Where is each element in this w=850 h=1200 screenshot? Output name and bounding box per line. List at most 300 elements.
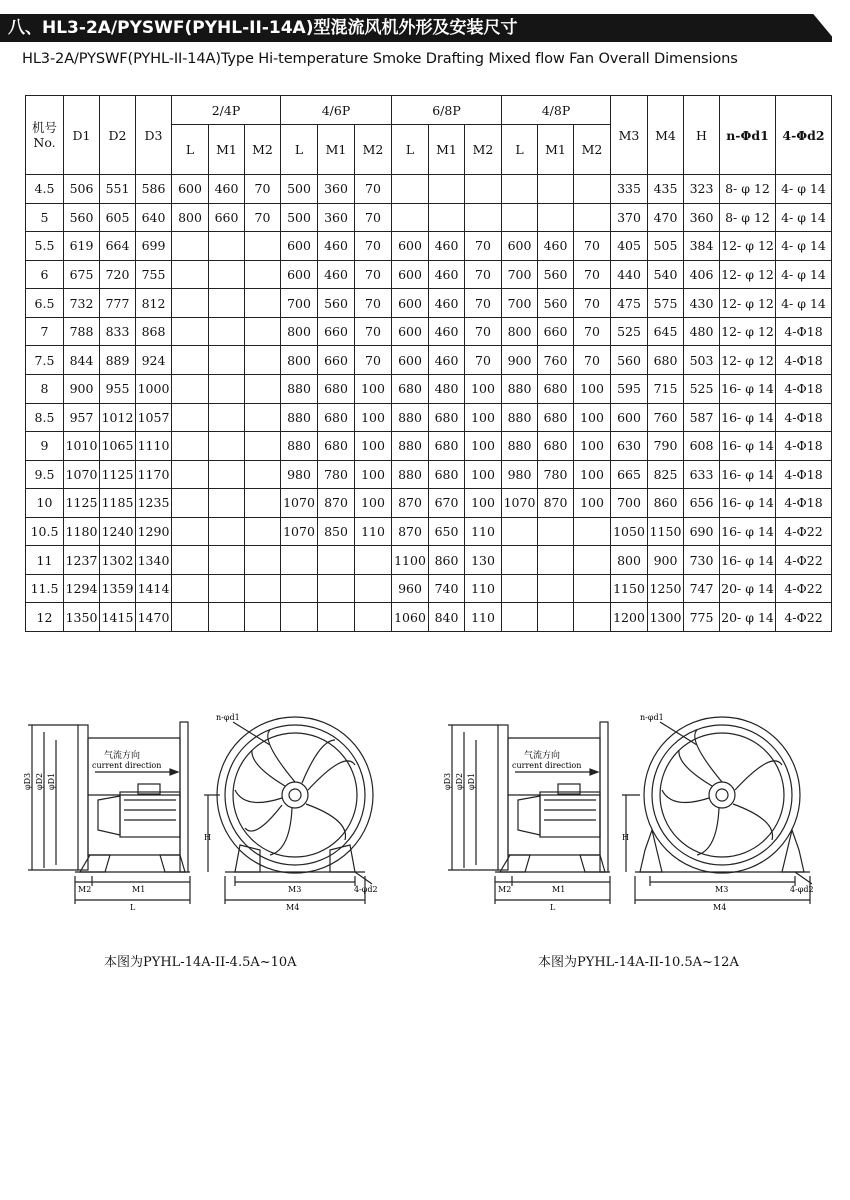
table-cell: 600 [392,260,429,289]
label-l: L [550,903,556,912]
table-cell [574,603,611,632]
table-cell: 360 [318,203,355,232]
table-cell [574,203,611,232]
table-cell: 587 [684,403,720,432]
table-cell: 680 [318,403,355,432]
label-d1: φD1 [467,772,476,790]
table-cell: 460 [429,260,465,289]
table-cell: 825 [648,460,684,489]
table-cell: 660 [209,203,245,232]
table-cell [538,546,574,575]
table-cell: 1170 [136,460,172,489]
table-cell: 840 [429,603,465,632]
table-cell: 900 [64,374,100,403]
table-cell: 900 [502,346,538,375]
airflow-label-en: current direction [512,761,582,770]
front-flange-outer [217,717,373,873]
table-cell [209,546,245,575]
table-cell: 70 [355,232,392,261]
label-h: H [204,833,211,842]
table-cell: 1302 [100,546,136,575]
machine-no-cell: 9 [26,432,64,461]
machine-no-cell: 6.5 [26,289,64,318]
header-l: L [281,125,318,175]
table-cell: 860 [429,546,465,575]
table-cell: 525 [611,317,648,346]
table-row [26,203,832,232]
motor [540,792,600,837]
table-cell: 1470 [136,603,172,632]
table-cell: 4-Φ18 [776,346,832,375]
machine-no-cell: 11.5 [26,574,64,603]
table-cell: 755 [136,260,172,289]
table-cell [538,175,574,204]
table-cell [245,432,281,461]
table-cell [245,260,281,289]
table-cell: 70 [355,203,392,232]
label-m4: M4 [713,903,727,912]
table-cell: 850 [318,517,355,546]
table-cell: 4- φ 14 [776,289,832,318]
table-cell: 600 [172,175,209,204]
table-cell [502,546,538,575]
table-cell: 110 [465,517,502,546]
table-cell: 868 [136,317,172,346]
table-cell: 600 [281,232,318,261]
table-cell [172,489,209,518]
table-cell [209,603,245,632]
table-cell: 656 [684,489,720,518]
table-cell: 680 [538,374,574,403]
table-cell [209,403,245,432]
label-d2: φD2 [455,772,464,790]
table-cell: 4-Φ22 [776,517,832,546]
table-cell: 700 [502,289,538,318]
table-cell: 470 [648,203,684,232]
machine-no-cell: 7.5 [26,346,64,375]
table-cell: 323 [684,175,720,204]
table-cell: 608 [684,432,720,461]
dimensions-table [25,95,832,632]
table-cell [574,517,611,546]
table-cell [429,203,465,232]
table-cell: 800 [281,317,318,346]
table-cell: 16- φ 14 [720,432,776,461]
table-cell: 680 [538,432,574,461]
table-cell: 100 [465,460,502,489]
table-cell: 4- φ 14 [776,203,832,232]
table-cell: 605 [100,203,136,232]
table-cell [392,175,429,204]
table-row [26,517,832,546]
table-cell: 730 [684,546,720,575]
table-cell: 100 [355,460,392,489]
label-m1: M1 [552,885,566,894]
table-cell [318,546,355,575]
table-cell: 1110 [136,432,172,461]
machine-no-cell: 10.5 [26,517,64,546]
table-cell: 16- φ 14 [720,374,776,403]
table-cell: 1200 [611,603,648,632]
table-cell [465,175,502,204]
table-cell: 460 [538,232,574,261]
table-cell: 680 [318,374,355,403]
table-cell: 335 [611,175,648,204]
table-cell: 1340 [136,546,172,575]
table-cell: 586 [136,175,172,204]
table-cell: 924 [136,346,172,375]
table-cell: 860 [648,489,684,518]
table-cell [209,432,245,461]
table-cell: 600 [392,317,429,346]
fan-diagram-right [440,700,840,915]
table-cell: 1010 [64,432,100,461]
table-cell: 788 [64,317,100,346]
table-cell: 699 [136,232,172,261]
table-cell: 575 [648,289,684,318]
table-cell [538,517,574,546]
table-cell [502,574,538,603]
table-cell: 980 [281,460,318,489]
airflow-label-cn: 气流方向 [524,751,561,761]
table-cell [172,546,209,575]
table-cell [281,546,318,575]
table-cell: 4-Φ18 [776,374,832,403]
table-row [26,574,832,603]
inlet-flange [78,725,88,870]
table-cell: 1060 [392,603,429,632]
motor-cover [98,796,120,835]
table-cell: 551 [100,175,136,204]
table-cell: 600 [281,260,318,289]
table-cell: 833 [100,317,136,346]
header-m2: M2 [355,125,392,175]
table-cell: 1180 [64,517,100,546]
label-m3: M3 [715,885,729,894]
stand-right [160,855,185,872]
table-cell: 4-Φ22 [776,574,832,603]
label-m2: M2 [78,885,92,894]
table-cell: 800 [281,346,318,375]
page-subtitle: HL3-2A/PYSWF(PYHL-II-14A)Type Hi-temperature Smoke Drafting Mixed flow Fan Overall Dimensions [22,50,738,67]
table-cell: 70 [574,232,611,261]
table-cell: 130 [465,546,502,575]
table-cell: 700 [502,260,538,289]
label-n-d1: n-φd1 [216,713,240,722]
airflow-label-en: current direction [92,761,162,770]
table-cell: 790 [648,432,684,461]
table-cell [318,574,355,603]
table-cell: 460 [209,175,245,204]
table-cell [172,317,209,346]
fan-diagram-left [20,700,410,915]
header-d1: D1 [64,96,100,175]
table-cell: 100 [574,403,611,432]
table-cell: 500 [281,203,318,232]
table-cell: 540 [648,260,684,289]
table-cell: 506 [64,175,100,204]
table-cell [209,232,245,261]
label-d3: φD3 [23,772,32,790]
table-cell: 1125 [100,460,136,489]
caption-left: 本图为PYHL-14A-II-4.5A~10A [104,955,297,970]
table-cell: 4- φ 14 [776,260,832,289]
table-cell [172,403,209,432]
table-cell: 660 [538,317,574,346]
table-row [26,232,832,261]
table-cell: 1065 [100,432,136,461]
table-cell: 700 [611,489,648,518]
header-d3: D3 [136,96,172,175]
table-cell: 664 [100,232,136,261]
title-bar [0,14,832,42]
table-cell: 100 [355,432,392,461]
table-cell [245,574,281,603]
header-m1: M1 [318,125,355,175]
table-row [26,546,832,575]
table-cell [245,546,281,575]
header-m1: M1 [209,125,245,175]
table-cell: 1350 [64,603,100,632]
header-m1: M1 [429,125,465,175]
motor [120,792,180,837]
table-cell [172,517,209,546]
table-cell: 360 [684,203,720,232]
label-l: L [130,903,136,912]
table-cell [209,317,245,346]
label-m1: M1 [132,885,146,894]
table-cell: 12- φ 12 [720,232,776,261]
table-cell: 360 [318,175,355,204]
table-cell: 70 [245,203,281,232]
machine-no-cell: 10 [26,489,64,518]
table-cell: 406 [684,260,720,289]
table-cell: 880 [281,374,318,403]
table-cell: 1100 [392,546,429,575]
table-cell [245,517,281,546]
header-m4: M4 [648,96,684,175]
header-4-d2: 4-Φd2 [776,96,832,175]
table-cell: 1125 [64,489,100,518]
table-row [26,289,832,318]
table-cell: 1070 [281,517,318,546]
header-m2: M2 [245,125,281,175]
table-cell: 70 [245,175,281,204]
front-stand-left [235,845,260,872]
table-row [26,346,832,375]
table-cell: 1050 [611,517,648,546]
table-cell: 880 [281,403,318,432]
label-m3: M3 [288,885,302,894]
table-cell [355,546,392,575]
table-cell [172,603,209,632]
header-h: H [684,96,720,175]
table-cell: 110 [465,574,502,603]
table-row [26,260,832,289]
table-cell [209,260,245,289]
table-cell: 889 [100,346,136,375]
table-cell: 675 [64,260,100,289]
table-cell [502,175,538,204]
airflow-label-cn: 气流方向 [104,751,141,761]
header-m3: M3 [611,96,648,175]
table-cell: 435 [648,175,684,204]
inlet-flange [498,725,508,870]
table-cell: 619 [64,232,100,261]
table-cell: 70 [574,346,611,375]
table-cell: 680 [392,374,429,403]
table-cell: 633 [684,460,720,489]
label-h: H [622,833,629,842]
header-group-6-8p: 6/8P [392,96,502,125]
table-cell: 100 [355,403,392,432]
table-cell: 880 [502,432,538,461]
machine-no-cell: 5 [26,203,64,232]
table-cell: 1294 [64,574,100,603]
machine-no-cell: 11 [26,546,64,575]
table-cell: 100 [465,489,502,518]
label-n-d1: n-φd1 [640,713,664,722]
table-cell [538,574,574,603]
table-cell [392,203,429,232]
table-row [26,317,832,346]
table-cell: 20- φ 14 [720,603,776,632]
table-cell: 1237 [64,546,100,575]
table-cell [538,203,574,232]
table-row [26,460,832,489]
label-bolt: 4-φd2 [354,885,378,894]
table-cell: 12- φ 12 [720,289,776,318]
table-cell: 430 [684,289,720,318]
table-cell: 110 [355,517,392,546]
table-cell: 955 [100,374,136,403]
table-cell: 70 [465,289,502,318]
front-flange-outer [644,717,800,873]
table-cell: 460 [429,232,465,261]
table-cell [355,574,392,603]
table-cell: 16- φ 14 [720,517,776,546]
table-cell: 800 [502,317,538,346]
machine-no-cell: 5.5 [26,232,64,261]
table-cell: 12- φ 12 [720,317,776,346]
table-cell [245,489,281,518]
table-cell: 980 [502,460,538,489]
label-bolt: 4-φd2 [790,885,814,894]
table-cell [172,289,209,318]
header-m2: M2 [465,125,502,175]
table-cell: 870 [392,517,429,546]
table-cell [245,289,281,318]
table-cell: 1290 [136,517,172,546]
header-l: L [172,125,209,175]
table-cell [245,346,281,375]
table-cell: 70 [465,260,502,289]
table-cell: 4-Φ18 [776,460,832,489]
table-cell: 480 [429,374,465,403]
table-cell: 100 [465,403,502,432]
table-cell: 560 [318,289,355,318]
table-cell [209,289,245,318]
table-cell: 880 [502,403,538,432]
table-cell: 600 [611,403,648,432]
table-cell: 732 [64,289,100,318]
table-cell [574,546,611,575]
table-cell: 640 [136,203,172,232]
table-cell: 780 [538,460,574,489]
table-cell [209,574,245,603]
table-cell: 4-Φ22 [776,603,832,632]
table-cell [209,489,245,518]
table-cell [281,574,318,603]
table-cell: 812 [136,289,172,318]
table-cell: 600 [502,232,538,261]
table-cell: 870 [392,489,429,518]
table-cell: 1012 [100,403,136,432]
machine-no-cell: 12 [26,603,64,632]
table-cell: 560 [64,203,100,232]
table-cell: 1070 [502,489,538,518]
label-m4: M4 [286,903,300,912]
a-frame-left [640,830,662,872]
table-cell: 844 [64,346,100,375]
machine-no-cell: 4.5 [26,175,64,204]
table-cell [574,175,611,204]
table-cell: 460 [318,260,355,289]
table-cell: 100 [355,374,392,403]
header-group-2-4p: 2/4P [172,96,281,125]
table-cell: 4- φ 14 [776,232,832,261]
table-row [26,403,832,432]
table-cell: 1070 [64,460,100,489]
a-frame-right [782,830,804,872]
table-cell: 100 [465,432,502,461]
table-cell: 1185 [100,489,136,518]
table-cell: 660 [318,317,355,346]
table-cell: 100 [355,489,392,518]
table-cell: 16- φ 14 [720,403,776,432]
table-row [26,603,832,632]
table-cell: 560 [538,289,574,318]
table-cell [502,517,538,546]
label-d2: φD2 [35,772,44,790]
table-row [26,175,832,204]
table-cell [209,517,245,546]
label-d3: φD3 [443,772,452,790]
table-cell: 715 [648,374,684,403]
table-cell: 16- φ 14 [720,460,776,489]
table-cell: 525 [684,374,720,403]
table-cell: 8- φ 12 [720,203,776,232]
table-cell: 480 [684,317,720,346]
table-cell: 1000 [136,374,172,403]
table-cell: 777 [100,289,136,318]
table-cell: 680 [318,432,355,461]
table-cell: 70 [574,289,611,318]
table-row [26,432,832,461]
table-cell: 100 [574,432,611,461]
table-cell: 680 [429,403,465,432]
table-cell: 880 [392,460,429,489]
table-cell: 680 [648,346,684,375]
table-cell [538,603,574,632]
table-cell: 70 [465,317,502,346]
table-cell: 800 [611,546,648,575]
table-cell [574,574,611,603]
table-cell: 12- φ 12 [720,260,776,289]
table-cell [318,603,355,632]
table-row [26,374,832,403]
table-cell [245,317,281,346]
